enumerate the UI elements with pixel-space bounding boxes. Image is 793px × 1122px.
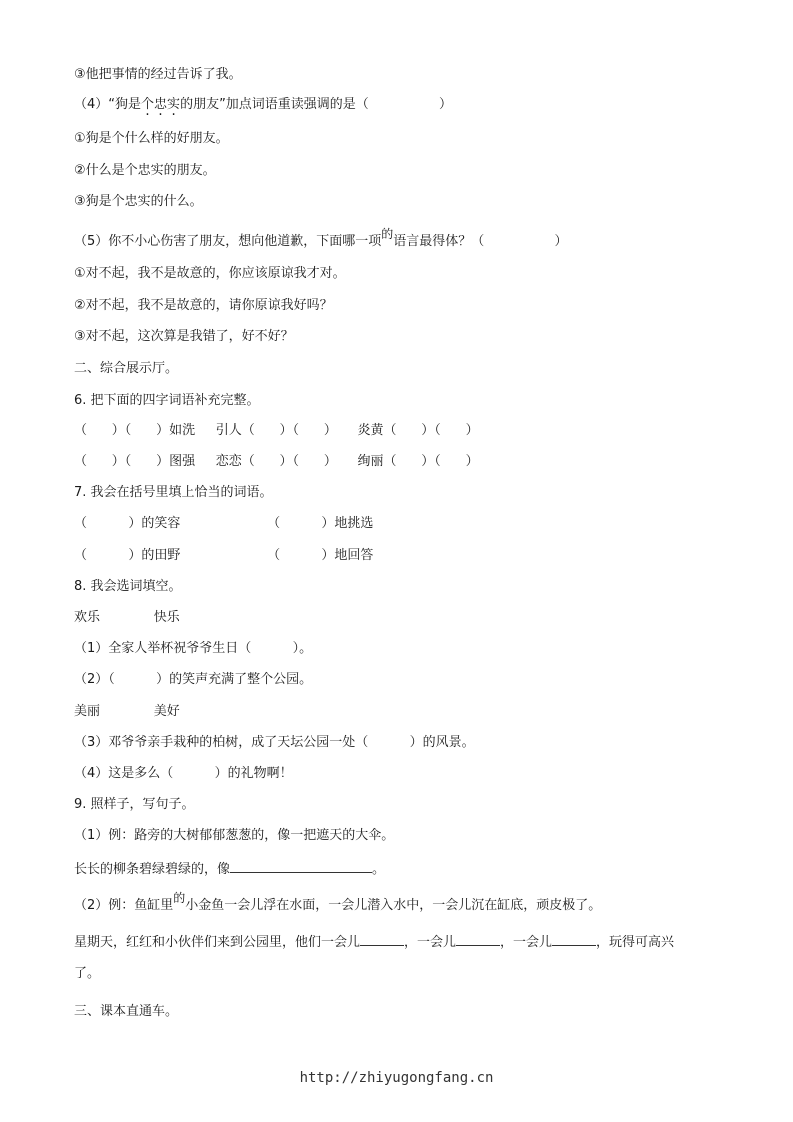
q8-item-2: （2）（ ）的笑声充满了整个公园。 [74, 672, 313, 687]
q4-option-2: ②什么是个忠实的朋友。 [74, 163, 216, 178]
q8-item-1: （1）全家人举杯祝爷爷生日（ ）。 [74, 641, 313, 656]
q6-row-2: （ ）（ ）图强 恋恋（ ）（ ） 绚丽（ ）（ ） [74, 454, 479, 469]
q4-option-3: ③狗是个忠实的什么。 [74, 194, 203, 209]
q6-row-1: （ ）（ ）如洗 引人（ ）（ ） 炎黄（ ）（ ） [74, 423, 479, 438]
question-4-prompt: （4）“狗是个忠实的朋友”加点词语重读强调的是（ ） [74, 97, 453, 112]
question-7-title: 7. 我会在括号里填上恰当的词语。 [74, 485, 273, 500]
q8-item-4: （4）这是多么（ ）的礼物啊！ [74, 766, 293, 781]
q9-example-2: （2）例：鱼缸里的小金鱼一会儿浮在水面，一会儿潜入水中，一会儿沉在缸底，顽皮极了。 [74, 891, 602, 913]
q9-fill-2-continued: 了。 [74, 966, 101, 981]
answer-blank[interactable] [456, 932, 500, 946]
q5-option-3: ③对不起，这次算是我错了，好不好？ [74, 329, 294, 344]
q5-option-1: ①对不起，我不是故意的，你应该原谅我才对。 [74, 266, 346, 281]
section-2-title: 二、综合展示厅。 [74, 361, 179, 376]
question-8-title: 8. 我会选词填空。 [74, 579, 182, 594]
q9-example-1: （1）例：路旁的大树郁郁葱葱的，像一把遮天的大伞。 [74, 828, 395, 843]
section-3-title: 三、课本直通车。 [74, 1004, 179, 1019]
answer-blank[interactable] [230, 859, 372, 873]
q5-option-2: ②对不起，我不是故意的，请你原谅我好吗？ [74, 298, 333, 313]
q8-word-choices-2: 美丽 美好 [74, 704, 180, 719]
emphasis-dotted-text [141, 97, 180, 112]
dotted-character: 实 [167, 97, 181, 112]
question-9-title: 9. 照样子，写句子。 [74, 797, 195, 812]
q7-row-2: （ ）的田野 （ ）地回答 [74, 548, 374, 563]
question-6-title: 6. 把下面的四字词语补充完整。 [74, 393, 260, 408]
answer-blank[interactable] [360, 932, 404, 946]
q8-item-3: （3）邓爷爷亲手栽种的柏树，成了天坛公园一处（ ）的风景。 [74, 735, 475, 750]
q3-option-3: ③他把事情的经过告诉了我。 [74, 67, 242, 82]
footer-url: http://zhiyugongfang.cn [299, 1070, 494, 1086]
q8-word-choices-1: 欢乐 快乐 [74, 610, 180, 625]
answer-blank[interactable] [552, 932, 596, 946]
dotted-character: 个 [141, 97, 155, 112]
dotted-character: 忠 [154, 97, 168, 112]
q9-fill-1: 长长的柳条碧绿碧绿的，像 。 [74, 859, 385, 879]
question-5-prompt: （5）你不小心伤害了朋友，想向他道歉，下面哪一项的语言最得体？（ ） [74, 227, 568, 249]
q4-option-1: ①狗是个什么样的好朋友。 [74, 131, 229, 146]
q9-fill-2: 星期天，红红和小伙伴们来到公园里，他们一会儿 ，一会儿 ，一会儿 ，玩得可高兴 [74, 932, 674, 952]
q7-row-1: （ ）的笑容 （ ）地挑选 [74, 516, 374, 531]
